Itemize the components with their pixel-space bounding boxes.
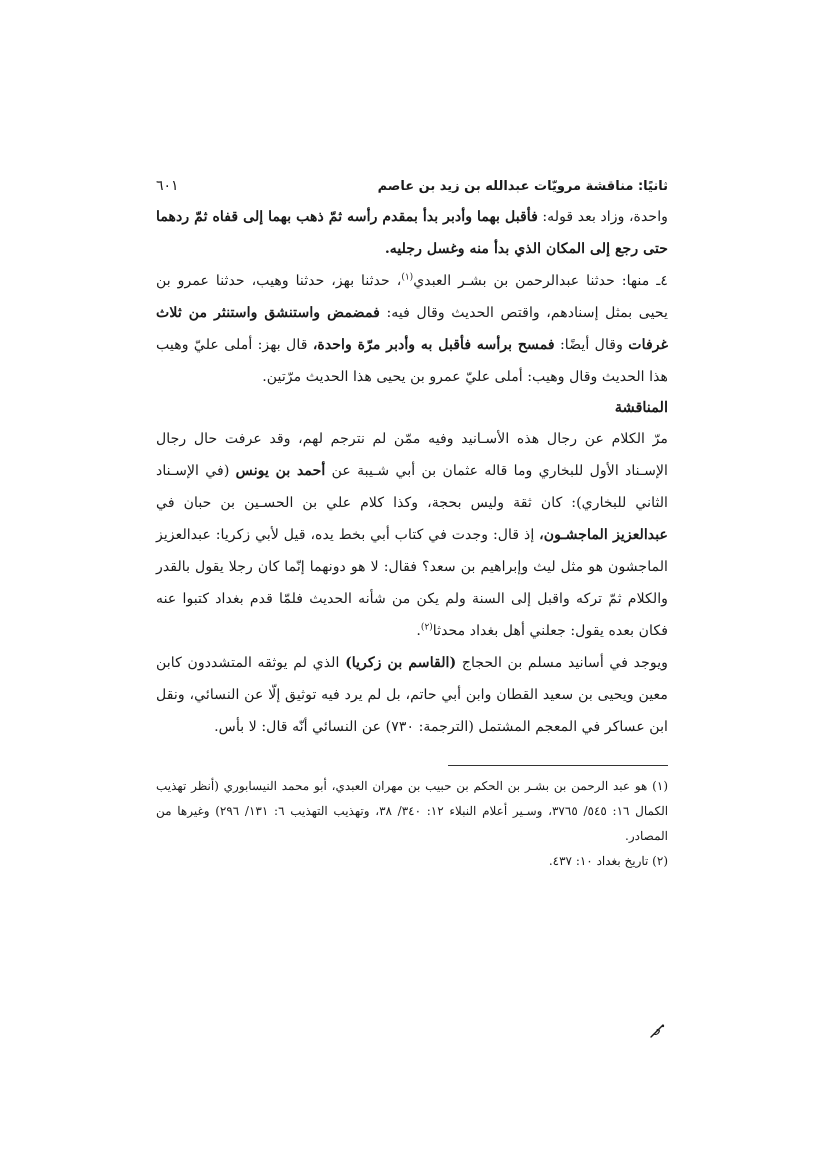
text-run: واحدة، وزاد بعد قوله: [537, 209, 668, 225]
text-run: مرّ الكلام عن رجال هذه الأسـانيد وفيه ممّن لم نترجم لهم، وقد عرفت حال رجال الإسـناد الأول للبخاري وما قاله عثمان بن أبي شـيبة عن [156, 431, 669, 479]
paragraph-4 [156, 647, 668, 743]
text-run: ويوجد في أسانيد مسلم بن الحجاج [456, 655, 669, 671]
text-run: (في الإسـناد الثاني للبخاري): كان ثقة وليس بحجة، وكذا كلام علي بن الحسـين بن حبان في [156, 463, 668, 511]
text-run: . [416, 623, 421, 639]
text-run: الذي لم يوثقه المتشددون كابن معين ويحيى بن سعيد القطان وابن أبي حاتم، بل لم يرد فيه توثيق إلّا عن النسائي، ونقل ابن عساكر في المعجم المشتمل (الترجمة: ٧٣٠) عن النسائي أنّه قال: لا بأس. [156, 655, 668, 735]
bold-text-run: (القاسم بن زكريا) [345, 655, 457, 671]
text-run: ٤ـ منها: حدثنا عبدالرحمن بن بشـر العبدي [413, 273, 668, 289]
text-run: قال بهز: أملى عليّ وهيب هذا الحديث وقال وهيب: أملى عليّ عمرو بن يحيى هذا الحديث مرّتين. [156, 337, 668, 385]
bold-text-run: عبدالعزيز الماجشـون، [539, 527, 668, 543]
page-content [156, 176, 668, 874]
paragraph-2 [156, 265, 668, 393]
page-number: ٦٠١ [156, 178, 179, 194]
text-run: إذ قال: وجدت في كتاب أبي بخط يده، قيل لأبي زكريا: عبدالعزيز الماجشون هو مثل ليث وإبراهيم بن سعد؟ فقال: لا هو دونهما إنّما كان رجلا يقول بالقدر والكلام ثمّ تركه واقبل إلى السنة ولم يكن من شأنه الحديث فلمّا قدم بغداد كتبوا عنه فكان بعده يقول: جعلني أهل بغداد محدثا [156, 527, 668, 639]
running-header [156, 176, 668, 197]
paragraph-1 [156, 201, 668, 265]
paragraph-3 [156, 423, 668, 647]
bold-text-run: فأقبل بهما وأدبر بدأ بمقدم رأسه ثمّ ذهب بهما إلى قفاه ثمّ ردهما حتى رجع إلى المكان الذي بدأ منه وغسل رجليه. [156, 209, 668, 257]
bold-text-run: فمضمض واستنشق واستنثر من ثلاث غرفات [156, 305, 668, 353]
footnote-divider [448, 765, 668, 766]
footnote-ref-2[interactable]: (٢) [420, 622, 433, 633]
bold-text-run: أحمد بن يونس [235, 463, 326, 479]
footnote-2: (٢) تاريخ بغداد ١٠: ٤٣٧. [548, 854, 668, 868]
text-run: وقال أيضًا: [554, 337, 629, 353]
footnote-ref-1[interactable]: (١) [401, 272, 414, 283]
section-heading: المناقشة [614, 399, 668, 416]
bold-text-run: فمسح برأسه فأقبل به وأدبر مرّة واحدة، [312, 337, 555, 353]
text-run: ، حدثنا بهز، حدثنا وهيب، حدثنا عمرو بن يحيى بمثل إسنادهم، واقتص الحديث وقال فيه: [156, 273, 668, 321]
running-title: ثانيًا: مناقشة مرويّات عبدالله بن زيد بن عاصم [377, 179, 668, 194]
quill-mark-icon [648, 1022, 668, 1040]
footnote-1: (١) هو عبد الرحمن بن بشـر بن الحكم بن حبيب بن مهران العبدي، أبو محمد النيسابوري (أنظر تهذيب الكمال ١٦: ٥٤٥/ ٣٧٦٥، وسـير أعلام النبلاء ١٢: ٣٤٠/ ٣٨، وتهذيب التهذيب ٦: ١٣١/ ٢٩٦) وغيرها من المصادر. [156, 779, 669, 843]
footnotes [156, 774, 668, 874]
